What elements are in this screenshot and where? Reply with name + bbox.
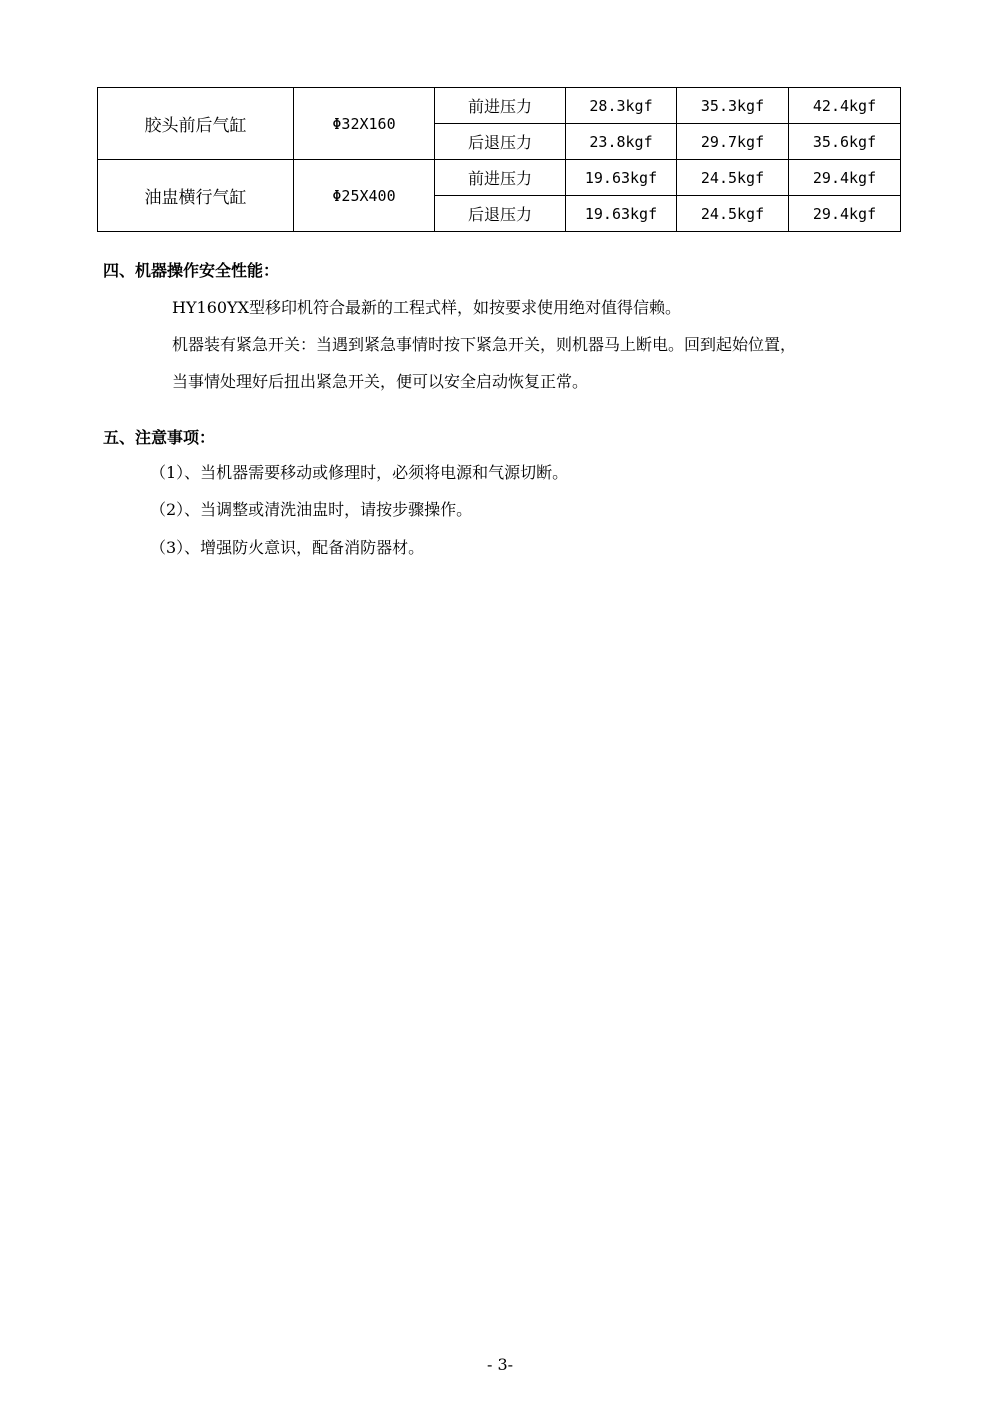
pressure-value: 24.5kgf	[677, 196, 789, 232]
cylinder-name: 胶头前后气缸	[98, 88, 294, 160]
section4-heading: 四、机器操作安全性能：	[103, 261, 280, 280]
pressure-direction: 后退压力	[435, 196, 566, 232]
cylinder-spec: Φ32X160	[294, 88, 435, 160]
pressure-value: 19.63kgf	[566, 160, 677, 196]
section5-heading: 五、注意事项：	[103, 428, 216, 447]
pressure-value: 29.4kgf	[789, 160, 901, 196]
pressure-value: 23.8kgf	[566, 124, 677, 160]
pressure-value: 19.63kgf	[566, 196, 677, 232]
pressure-value: 24.5kgf	[677, 160, 789, 196]
table-row	[98, 160, 901, 196]
notice-item: （2）、当调整或清洗油盅时，请按步骤操作。	[150, 500, 473, 519]
notice-item: （3）、增强防火意识，配备消防器材。	[150, 538, 425, 557]
pressure-direction: 前进压力	[435, 88, 566, 124]
pressure-value: 29.4kgf	[789, 196, 901, 232]
table-row	[98, 88, 901, 124]
section4-paragraph: 机器装有紧急开关：当遇到紧急事情时按下紧急开关，则机器马上断电。回到起始位置，	[172, 335, 797, 354]
cylinder-name: 油盅横行气缸	[98, 160, 294, 232]
section4-paragraph: 当事情处理好后扭出紧急开关，便可以安全启动恢复正常。	[172, 372, 589, 391]
page-number: - 3-	[486, 1355, 514, 1374]
pressure-direction: 后退压力	[435, 124, 566, 160]
pressure-value: 28.3kgf	[566, 88, 677, 124]
pressure-value: 35.3kgf	[677, 88, 789, 124]
section4-paragraph: HY160YX型移印机符合最新的工程式样，如按要求使用绝对值得信赖。	[172, 298, 682, 317]
notice-item: （1）、当机器需要移动或修理时，必须将电源和气源切断。	[150, 463, 569, 482]
pressure-value: 29.7kgf	[677, 124, 789, 160]
cylinder-pressure-table	[97, 87, 901, 232]
cylinder-spec: Φ25X400	[294, 160, 435, 232]
pressure-value: 35.6kgf	[789, 124, 901, 160]
pressure-value: 42.4kgf	[789, 88, 901, 124]
pressure-direction: 前进压力	[435, 160, 566, 196]
